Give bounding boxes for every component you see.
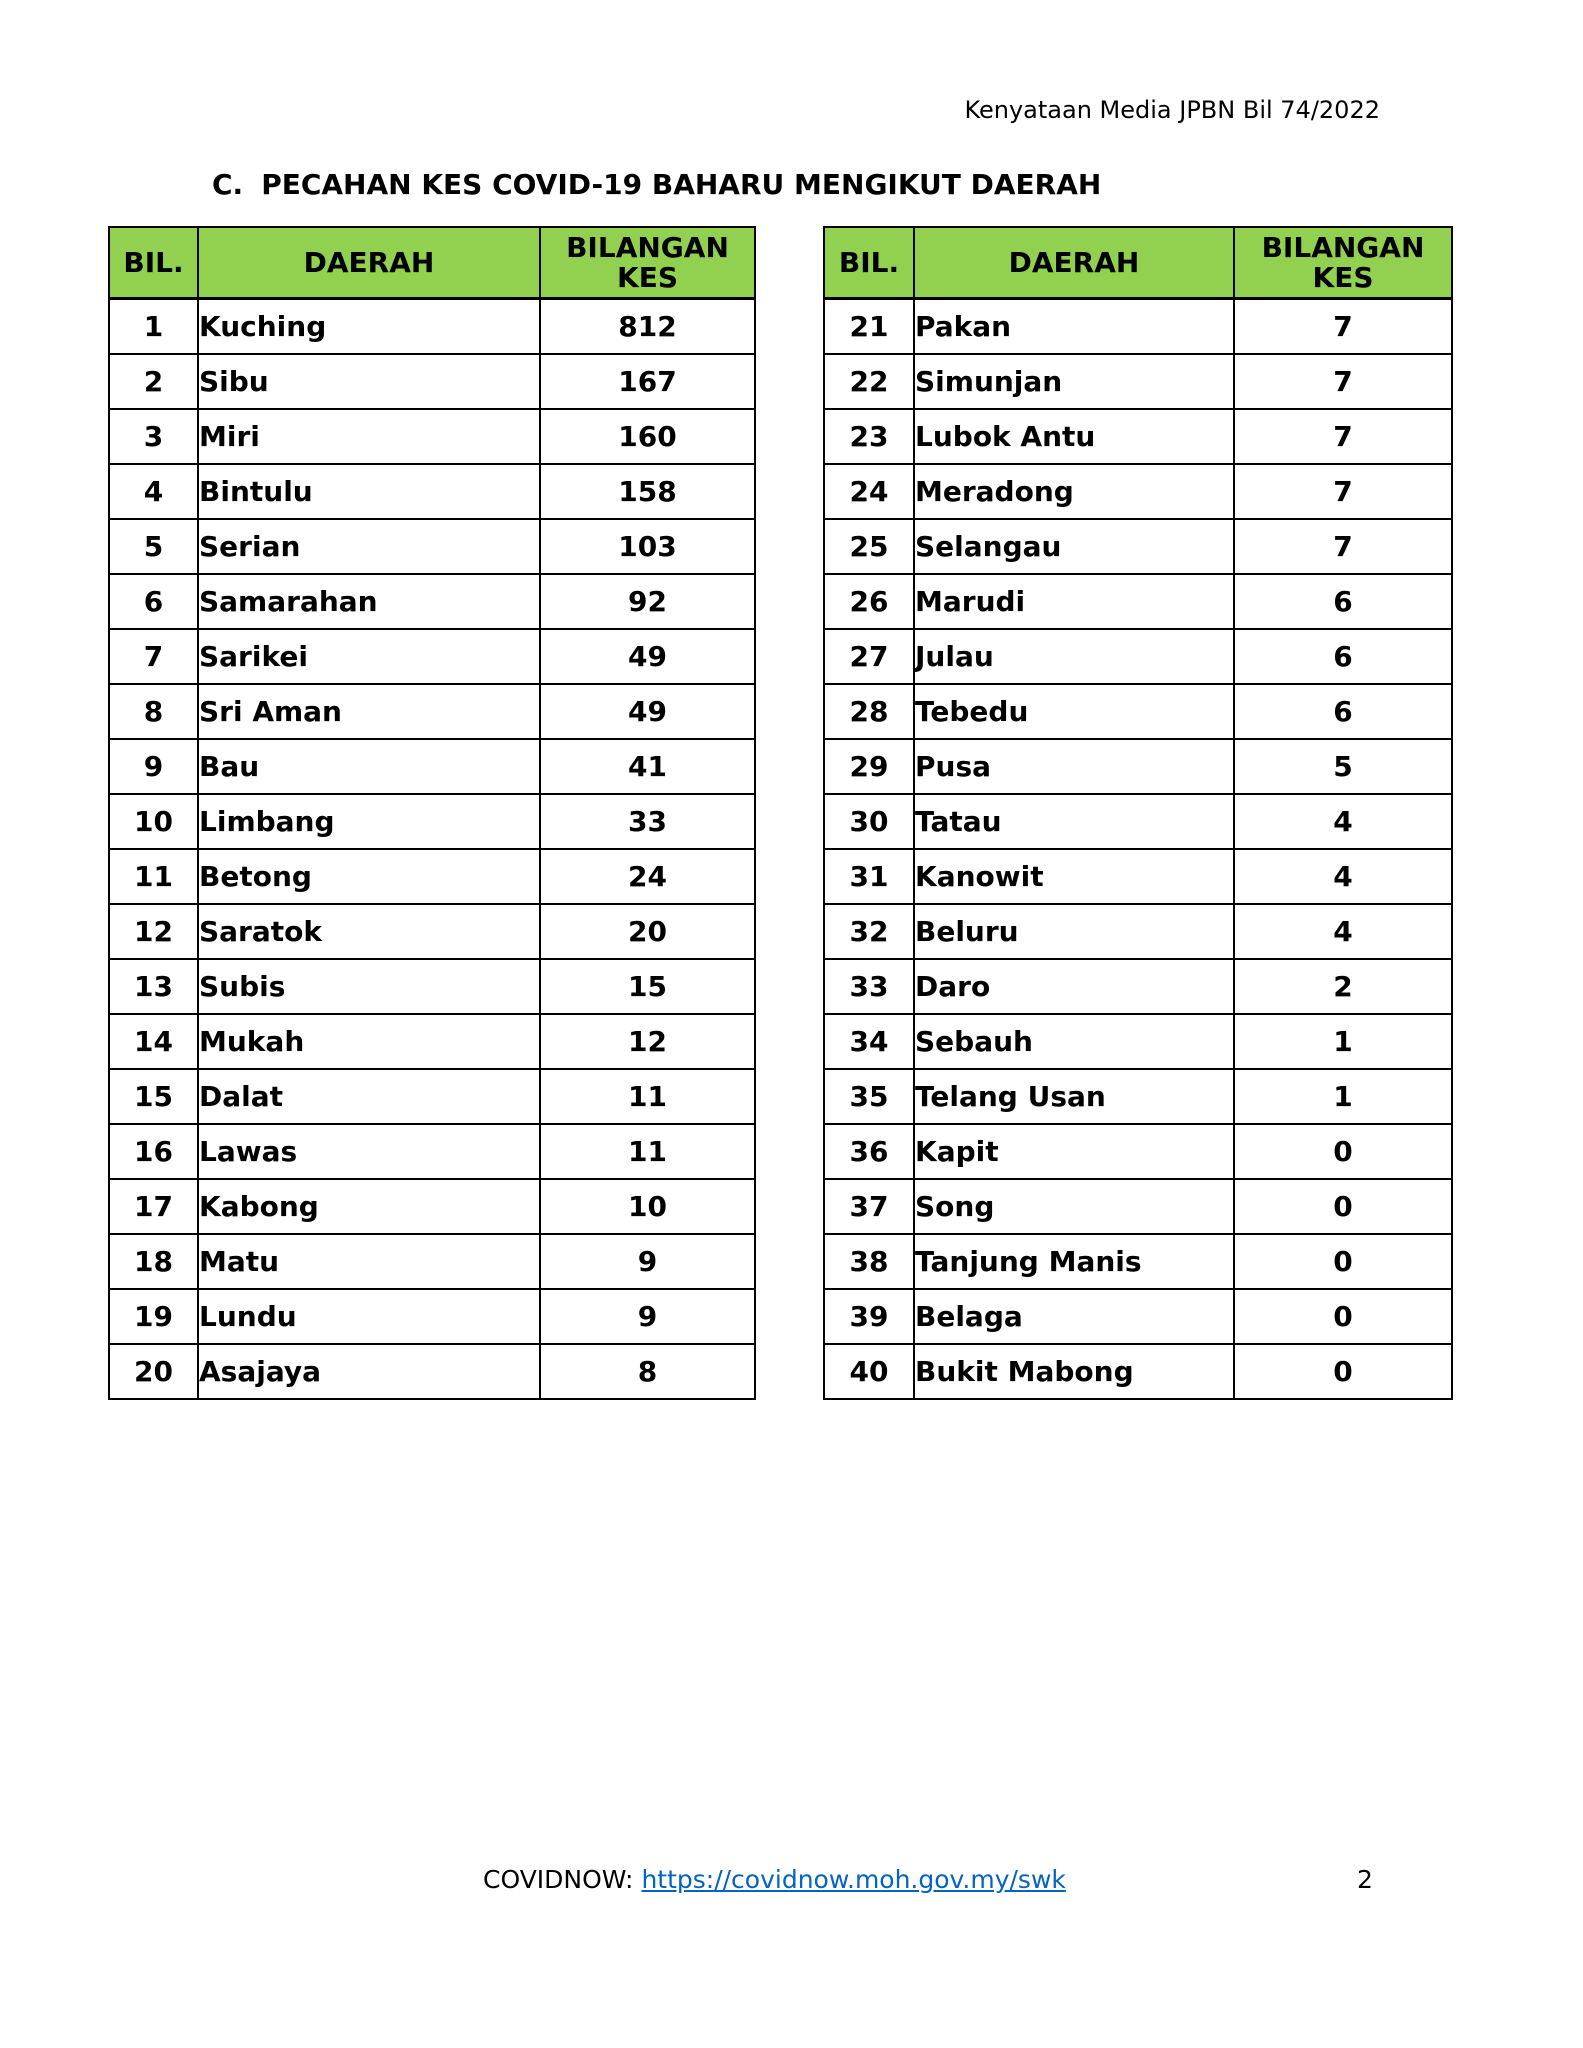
district-name: Sri Aman <box>198 684 540 739</box>
district-name: Kuching <box>198 299 540 355</box>
district-name: Miri <box>198 409 540 464</box>
table-row <box>824 629 1452 684</box>
case-count: 4 <box>1234 904 1452 959</box>
row-number: 12 <box>109 904 198 959</box>
table-row <box>109 904 755 959</box>
table-row <box>824 1344 1452 1399</box>
table-row <box>824 1289 1452 1344</box>
district-name: Mukah <box>198 1014 540 1069</box>
district-name: Pusa <box>914 739 1234 794</box>
case-count: 10 <box>540 1179 755 1234</box>
district-name: Telang Usan <box>914 1069 1234 1124</box>
table-row <box>824 794 1452 849</box>
table-row <box>824 519 1452 574</box>
district-name: Tebedu <box>914 684 1234 739</box>
case-count: 7 <box>1234 464 1452 519</box>
row-number: 36 <box>824 1124 914 1179</box>
district-name: Daro <box>914 959 1234 1014</box>
district-name: Pakan <box>914 299 1234 355</box>
district-name: Subis <box>198 959 540 1014</box>
table-row <box>824 904 1452 959</box>
case-count: 24 <box>540 849 755 904</box>
district-name: Matu <box>198 1234 540 1289</box>
row-number: 11 <box>109 849 198 904</box>
case-count: 6 <box>1234 629 1452 684</box>
row-number: 20 <box>109 1344 198 1399</box>
table-row <box>109 1069 755 1124</box>
row-number: 8 <box>109 684 198 739</box>
row-number: 21 <box>824 299 914 355</box>
covidnow-link[interactable]: https://covidnow.moh.gov.my/swk <box>641 1865 1066 1894</box>
column-header-daerah: DAERAH <box>914 227 1234 299</box>
table-row <box>109 849 755 904</box>
district-name: Sebauh <box>914 1014 1234 1069</box>
district-name: Tanjung Manis <box>914 1234 1234 1289</box>
case-count: 7 <box>1234 519 1452 574</box>
section-letter: C. <box>212 168 244 201</box>
case-count: 9 <box>540 1234 755 1289</box>
column-header-bilangan-kes: BILANGAN KES <box>540 227 755 299</box>
table-row <box>824 739 1452 794</box>
case-count: 103 <box>540 519 755 574</box>
case-count: 49 <box>540 629 755 684</box>
case-count: 41 <box>540 739 755 794</box>
row-number: 40 <box>824 1344 914 1399</box>
case-count: 4 <box>1234 849 1452 904</box>
row-number: 34 <box>824 1014 914 1069</box>
table-row <box>109 739 755 794</box>
district-cases-table-left <box>108 226 756 1400</box>
row-number: 9 <box>109 739 198 794</box>
district-name: Dalat <box>198 1069 540 1124</box>
row-number: 31 <box>824 849 914 904</box>
table-row <box>824 1124 1452 1179</box>
district-name: Limbang <box>198 794 540 849</box>
case-count: 33 <box>540 794 755 849</box>
district-name: Samarahan <box>198 574 540 629</box>
table-row <box>109 794 755 849</box>
district-name: Saratok <box>198 904 540 959</box>
case-count: 12 <box>540 1014 755 1069</box>
district-name: Meradong <box>914 464 1234 519</box>
district-name: Lundu <box>198 1289 540 1344</box>
case-count: 11 <box>540 1124 755 1179</box>
row-number: 1 <box>109 299 198 355</box>
case-count: 49 <box>540 684 755 739</box>
district-name: Kabong <box>198 1179 540 1234</box>
district-name: Bintulu <box>198 464 540 519</box>
case-count: 6 <box>1234 574 1452 629</box>
row-number: 30 <box>824 794 914 849</box>
table-row <box>824 1014 1452 1069</box>
district-name: Lubok Antu <box>914 409 1234 464</box>
district-name: Tatau <box>914 794 1234 849</box>
district-name: Marudi <box>914 574 1234 629</box>
row-number: 26 <box>824 574 914 629</box>
row-number: 18 <box>109 1234 198 1289</box>
table-row <box>824 1234 1452 1289</box>
table-row <box>109 629 755 684</box>
table-row <box>824 464 1452 519</box>
table-row <box>824 849 1452 904</box>
table-row <box>109 354 755 409</box>
row-number: 14 <box>109 1014 198 1069</box>
section-title <box>212 168 1101 201</box>
column-header-daerah: DAERAH <box>198 227 540 299</box>
document-reference: Kenyataan Media JPBN Bil 74/2022 <box>964 96 1380 124</box>
case-count: 0 <box>1234 1234 1452 1289</box>
case-count: 11 <box>540 1069 755 1124</box>
footer-label: COVIDNOW: <box>483 1865 642 1894</box>
row-number: 37 <box>824 1179 914 1234</box>
case-count: 0 <box>1234 1289 1452 1344</box>
district-name: Bau <box>198 739 540 794</box>
case-count: 2 <box>1234 959 1452 1014</box>
case-count: 812 <box>540 299 755 355</box>
case-count: 8 <box>540 1344 755 1399</box>
district-name: Kanowit <box>914 849 1234 904</box>
case-count: 7 <box>1234 299 1452 355</box>
district-name: Asajaya <box>198 1344 540 1399</box>
case-count: 15 <box>540 959 755 1014</box>
case-count: 167 <box>540 354 755 409</box>
case-count: 92 <box>540 574 755 629</box>
case-count: 158 <box>540 464 755 519</box>
district-name: Sibu <box>198 354 540 409</box>
district-name: Kapit <box>914 1124 1234 1179</box>
district-name: Lawas <box>198 1124 540 1179</box>
district-name: Bukit Mabong <box>914 1344 1234 1399</box>
row-number: 38 <box>824 1234 914 1289</box>
table-row <box>109 1179 755 1234</box>
table-row <box>109 959 755 1014</box>
case-count: 6 <box>1234 684 1452 739</box>
row-number: 13 <box>109 959 198 1014</box>
case-count: 5 <box>1234 739 1452 794</box>
row-number: 23 <box>824 409 914 464</box>
row-number: 27 <box>824 629 914 684</box>
row-number: 10 <box>109 794 198 849</box>
table-row <box>824 1069 1452 1124</box>
row-number: 15 <box>109 1069 198 1124</box>
table-header-row <box>824 227 1452 299</box>
district-name: Selangau <box>914 519 1234 574</box>
district-name: Betong <box>198 849 540 904</box>
case-count: 9 <box>540 1289 755 1344</box>
table-row <box>109 1014 755 1069</box>
column-header-bilangan-kes: BILANGAN KES <box>1234 227 1452 299</box>
row-number: 25 <box>824 519 914 574</box>
row-number: 17 <box>109 1179 198 1234</box>
row-number: 28 <box>824 684 914 739</box>
row-number: 3 <box>109 409 198 464</box>
table-row <box>109 299 755 355</box>
table-row <box>109 1344 755 1399</box>
table-row <box>109 464 755 519</box>
district-cases-table-right <box>823 226 1453 1400</box>
table-row <box>824 684 1452 739</box>
section-title-text: PECAHAN KES COVID-19 BAHARU MENGIKUT DAERAH <box>261 168 1102 201</box>
district-name: Julau <box>914 629 1234 684</box>
district-name: Simunjan <box>914 354 1234 409</box>
table-row <box>109 519 755 574</box>
table-row <box>109 409 755 464</box>
column-header-bil: BIL. <box>824 227 914 299</box>
row-number: 29 <box>824 739 914 794</box>
row-number: 39 <box>824 1289 914 1344</box>
case-count: 1 <box>1234 1014 1452 1069</box>
row-number: 33 <box>824 959 914 1014</box>
district-name: Song <box>914 1179 1234 1234</box>
row-number: 4 <box>109 464 198 519</box>
case-count: 1 <box>1234 1069 1452 1124</box>
district-name: Serian <box>198 519 540 574</box>
row-number: 22 <box>824 354 914 409</box>
table-row <box>824 409 1452 464</box>
district-name: Belaga <box>914 1289 1234 1344</box>
district-name: Beluru <box>914 904 1234 959</box>
table-row <box>824 1179 1452 1234</box>
row-number: 6 <box>109 574 198 629</box>
table-row <box>824 574 1452 629</box>
table-row <box>824 299 1452 355</box>
table-row <box>109 684 755 739</box>
row-number: 16 <box>109 1124 198 1179</box>
row-number: 7 <box>109 629 198 684</box>
case-count: 0 <box>1234 1179 1452 1234</box>
case-count: 0 <box>1234 1344 1452 1399</box>
footer-source <box>483 1865 1066 1894</box>
district-name: Sarikei <box>198 629 540 684</box>
table-row <box>109 1234 755 1289</box>
table-row <box>824 959 1452 1014</box>
column-header-bil: BIL. <box>109 227 198 299</box>
page-number: 2 <box>1357 1865 1373 1894</box>
case-count: 20 <box>540 904 755 959</box>
table-row <box>109 574 755 629</box>
row-number: 5 <box>109 519 198 574</box>
table-row <box>109 1289 755 1344</box>
case-count: 160 <box>540 409 755 464</box>
row-number: 35 <box>824 1069 914 1124</box>
case-count: 7 <box>1234 354 1452 409</box>
case-count: 4 <box>1234 794 1452 849</box>
row-number: 32 <box>824 904 914 959</box>
row-number: 19 <box>109 1289 198 1344</box>
table-row <box>109 1124 755 1179</box>
table-row <box>824 354 1452 409</box>
case-count: 0 <box>1234 1124 1452 1179</box>
row-number: 2 <box>109 354 198 409</box>
row-number: 24 <box>824 464 914 519</box>
table-header-row <box>109 227 755 299</box>
case-count: 7 <box>1234 409 1452 464</box>
